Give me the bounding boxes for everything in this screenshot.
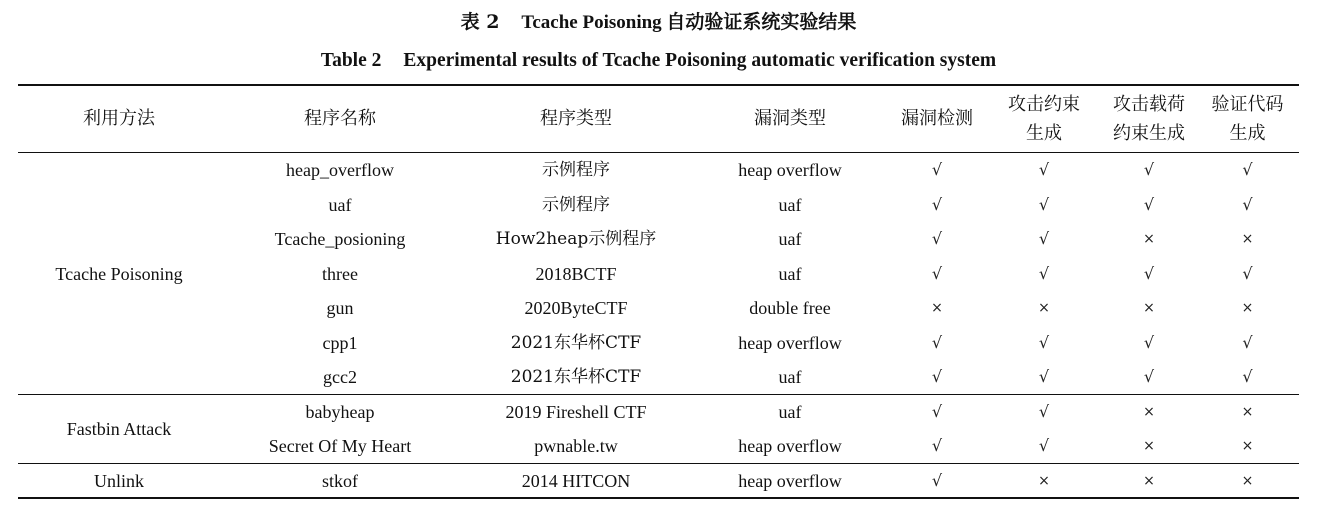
check-mark: √ [1038,194,1050,214]
cross-mark: × [1143,231,1155,248]
vulnerability-type-cell: heap overflow [738,436,842,457]
check-mark: √ [1143,367,1155,387]
vulnerability-type-cell: heap overflow [738,332,842,353]
program-type-cell: 示例程序 [542,194,610,215]
vulnerability-type-cell: uaf [778,229,802,250]
vulnerability-type-cell: uaf [778,367,802,388]
program-type-cell: 2020ByteCTF [524,298,628,319]
cross-mark: × [1143,438,1155,455]
check-mark: √ [1038,436,1050,456]
column-header [460,86,692,152]
cross-mark: × [1241,438,1254,455]
check-mark: √ [1038,401,1050,421]
program-name-cell: stkof [322,470,358,491]
program-name-cell: heap_overflow [286,160,394,181]
program-name-cell: Tcache_posioning [274,229,406,250]
program-name-cell: gcc2 [323,367,357,388]
program-name-cell: Secret Of My Heart [268,436,412,457]
vulnerability-type-cell: uaf [778,194,802,215]
column-header-line: 利用方法 [83,108,155,129]
check-mark: √ [931,401,943,421]
method-cell: Tcache Poisoning [55,263,183,284]
cross-mark: × [1241,403,1254,420]
check-mark: √ [1242,160,1253,180]
cross-mark: × [1038,472,1050,489]
check-mark: √ [1242,332,1253,352]
program-name-cell: babyheap [305,401,375,422]
vulnerability-type-cell: uaf [778,263,802,284]
check-mark: √ [1143,263,1155,283]
vulnerability-type-cell: heap overflow [738,160,842,181]
program-type-cell: 2019 Fireshell CTF [505,401,647,422]
column-header-line: 攻击载荷 [1113,94,1185,115]
program-name-cell: gun [326,298,354,319]
check-mark: √ [1143,332,1155,352]
table-label-english: Table 2 [320,50,382,71]
check-mark: √ [1143,194,1155,214]
cross-mark: × [1038,300,1050,317]
table-bottom-rule [18,497,1299,499]
check-mark: √ [1242,194,1253,214]
column-header [692,86,888,152]
check-mark: √ [931,436,943,456]
check-mark: √ [931,160,943,180]
program-name-cell: three [322,263,358,284]
column-header-line: 程序名称 [304,108,376,129]
program-type-cell: pwnable.tw [534,436,618,457]
check-mark: √ [1038,229,1050,249]
cross-mark: × [1241,231,1254,248]
column-header [18,86,220,152]
column-header [1196,86,1299,152]
column-header-line: 约束生成 [1113,123,1185,144]
check-mark: √ [1038,367,1050,387]
column-header-line: 生成 [1229,123,1266,144]
column-header-line: 漏洞检测 [901,108,973,129]
check-mark: √ [931,194,943,214]
program-type-cell: 2021东华杯CTF [510,332,642,353]
check-mark: √ [931,367,943,387]
column-header-line: 生成 [1026,123,1062,144]
cross-mark: × [1143,403,1155,420]
program-type-cell: 示例程序 [542,160,610,181]
program-type-cell: 2014 HITCON [521,470,631,491]
check-mark: √ [1242,367,1253,387]
column-header-line: 漏洞类型 [754,108,826,129]
check-mark: √ [931,263,943,283]
program-name-cell: cpp1 [322,332,358,353]
column-header-line: 攻击约束 [1008,94,1080,115]
program-type-cell: 2018BCTF [535,263,617,284]
vulnerability-type-cell: double free [749,298,831,319]
method-cell: Unlink [93,470,144,491]
check-mark: √ [1038,263,1050,283]
check-mark: √ [1038,160,1050,180]
table-caption-english [0,47,1317,75]
column-header [888,86,986,152]
table-label-chinese: 表 2 [460,11,500,33]
vulnerability-type-cell: heap overflow [738,470,842,491]
cross-mark: × [1143,472,1155,489]
cross-mark: × [1143,300,1155,317]
cross-mark: × [1241,472,1254,489]
check-mark: √ [1143,160,1155,180]
check-mark: √ [1242,263,1253,283]
table-title-chinese: Tcache Poisoning 自动验证系统实验结果 [521,12,857,33]
column-header [220,86,460,152]
check-mark: √ [931,470,943,490]
check-mark: √ [931,332,943,352]
cross-mark: × [931,300,943,317]
check-mark: √ [931,229,943,249]
check-mark: √ [1038,332,1050,352]
program-type-cell: 2021东华杯CTF [510,367,642,388]
table-caption-chinese [0,8,1317,37]
column-header [986,86,1102,152]
vulnerability-type-cell: uaf [778,401,802,422]
column-header [1102,86,1196,152]
program-type-cell: How2heap示例程序 [495,229,657,250]
cross-mark: × [1241,300,1254,317]
program-name-cell: uaf [328,194,352,215]
method-cell: Fastbin Attack [66,419,172,439]
column-header-line: 验证代码 [1211,94,1284,115]
column-header-line: 程序类型 [540,108,612,129]
table-title-english: Experimental results of Tcache Poisoning automatic verification system [403,50,997,71]
